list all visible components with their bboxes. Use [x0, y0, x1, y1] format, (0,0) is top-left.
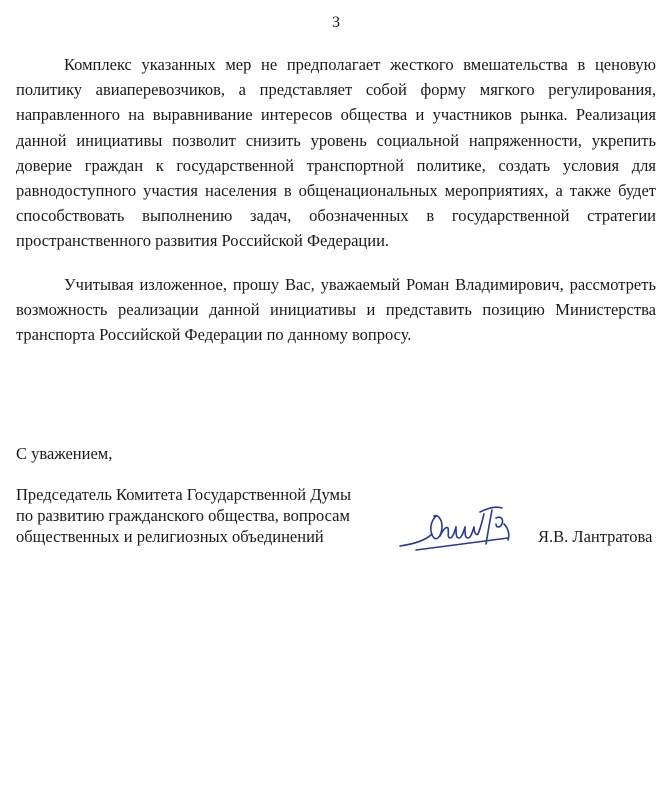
handwritten-signature — [396, 494, 526, 558]
position-line-1: Председатель Комитета Государственной Думы — [16, 485, 352, 504]
letter-body — [16, 52, 656, 365]
signer-name: Я.В. Лантратова — [538, 527, 653, 546]
body-paragraph-1: Комплекс указанных мер не предполагает жесткого вмешательства в ценовую политику авиаперевозчиков, а представляет собой форму мягкого регулирования, направленного на выравнивание интересов общества и участников рынка. Реализация данной инициативы позволит снизить уровень социальной напряженности, укрепить доверие граждан к государственной транспортной политике, создать условия для равнодоступного участия населения в общенациональных мероприятиях, а также будет способствовать выполнению задач, обозначенных в государственной стратегии пространственного развития Российской Федерации. — [16, 55, 656, 251]
position-line-3: общественных и религиозных объединений — [16, 527, 324, 546]
position-line-2: по развитию гражданского общества, вопросам — [16, 506, 350, 525]
body-paragraph-2: Учитывая изложенное, прошу Вас, уважаемый Роман Владимирович, рассмотреть возможность реализации данной инициативы и представить позицию Министерства транспорта Российской Федерации по данному вопросу. — [16, 274, 656, 345]
signatory-position — [16, 484, 416, 547]
page-number: 3 — [332, 14, 340, 31]
closing-salutation: С уважением, — [16, 444, 113, 463]
